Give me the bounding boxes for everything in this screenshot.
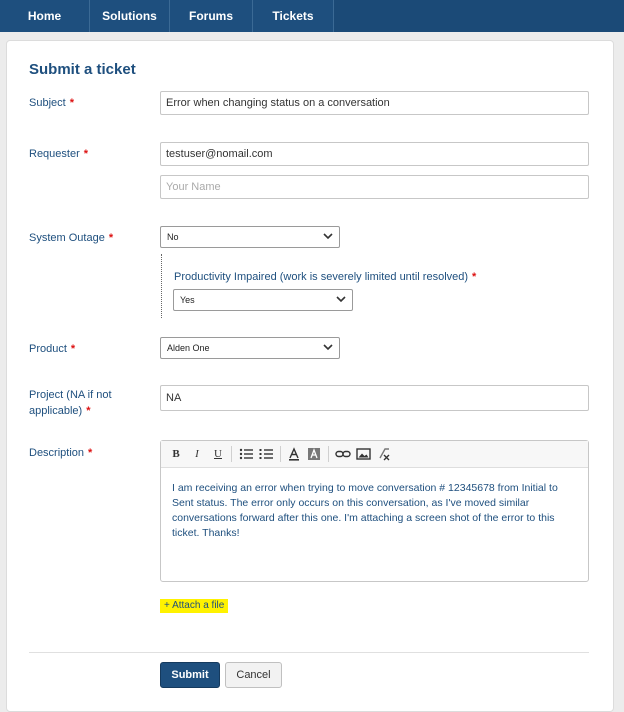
nested-field-indent-line: [161, 254, 162, 318]
subject-label: Subject *: [29, 97, 74, 109]
subject-input[interactable]: Error when changing status on a conversation: [160, 91, 589, 115]
description-text: I am receiving an error when trying to move conversation # 12345678 from Initial to Sent status. The error only occurs on this conversation, as I've moved similar conversations forward after this one. I'm attaching a screen shot of the error to this ticket. Thanks!: [172, 482, 558, 539]
productivity-impaired-select[interactable]: [173, 289, 353, 311]
project-input[interactable]: NA: [160, 385, 589, 411]
font-color-icon[interactable]: [287, 447, 301, 461]
description-label: Description *: [29, 447, 93, 459]
system-outage-select[interactable]: [160, 226, 340, 248]
toolbar-separator: [231, 446, 232, 462]
required-marker: *: [88, 447, 93, 459]
required-marker: *: [83, 148, 89, 160]
requester-email-input[interactable]: testuser@nomail.com: [160, 142, 589, 166]
link-icon[interactable]: [335, 447, 351, 461]
nav-tab-solutions[interactable]: Solutions: [90, 0, 170, 32]
required-marker: *: [108, 232, 114, 244]
editor-toolbar: [161, 441, 588, 468]
background-color-icon[interactable]: [307, 447, 321, 461]
top-nav: [0, 0, 624, 32]
product-select[interactable]: [160, 337, 340, 359]
page-title: Submit a ticket: [29, 61, 136, 78]
project-label-line1: Project (NA if not: [29, 389, 112, 401]
remove-format-icon[interactable]: [377, 447, 391, 461]
productivity-impaired-label: Productivity Impaired (work is severely limited until resolved) *: [174, 271, 477, 283]
required-marker: *: [472, 271, 477, 283]
nav-tab-forums[interactable]: Forums: [170, 0, 253, 32]
toolbar-separator: [280, 446, 281, 462]
chevron-down-icon: [335, 293, 347, 305]
chevron-down-icon: [322, 341, 334, 353]
cancel-button[interactable]: Cancel: [225, 662, 282, 688]
required-marker: *: [69, 97, 74, 109]
system-outage-value: No: [167, 232, 179, 242]
italic-button[interactable]: I: [195, 448, 199, 460]
description-editor[interactable]: [160, 440, 589, 582]
productivity-impaired-value: Yes: [180, 295, 195, 305]
attach-file-link[interactable]: + Attach a file: [160, 599, 228, 613]
project-label-line2: applicable): [29, 405, 83, 417]
toolbar-separator: [328, 446, 329, 462]
requester-name-input[interactable]: Your Name: [160, 175, 589, 199]
underline-button[interactable]: U: [214, 448, 222, 460]
chevron-down-icon: [322, 230, 334, 242]
required-marker: *: [70, 343, 76, 355]
bold-button[interactable]: B: [172, 448, 180, 460]
nav-filler: [334, 0, 624, 32]
numbered-list-icon[interactable]: [259, 447, 273, 461]
product-value: Alden One: [167, 343, 210, 353]
requester-label: Requester *: [29, 148, 89, 160]
image-icon[interactable]: [356, 447, 371, 461]
ticket-form-card: [6, 40, 614, 712]
project-label: [29, 387, 112, 419]
nav-tab-tickets[interactable]: Tickets: [253, 0, 334, 32]
product-label: Product *: [29, 343, 76, 355]
required-marker: *: [86, 405, 91, 417]
bulleted-list-icon[interactable]: [239, 447, 253, 461]
form-divider: [29, 652, 589, 653]
submit-button[interactable]: Submit: [160, 662, 220, 688]
nav-tab-home[interactable]: Home: [0, 0, 90, 32]
system-outage-label: System Outage *: [29, 232, 114, 244]
